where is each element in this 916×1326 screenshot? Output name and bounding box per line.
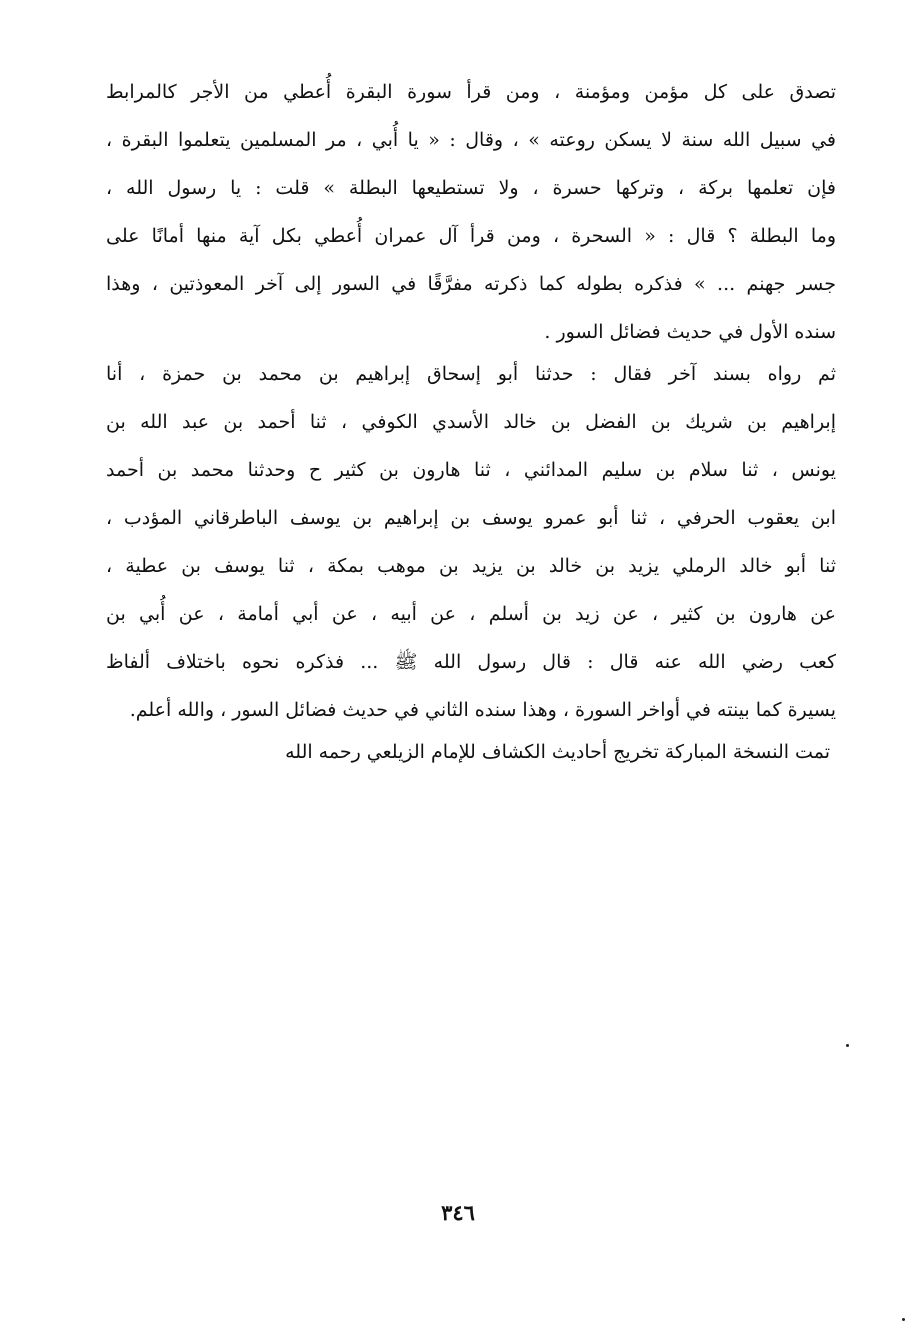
text-line: ابن يعقوب الحرفي ، ثنا أبو عمرو يوسف بن إبراهيم بن يوسف الباطرقاني المؤدب ، xyxy=(106,507,836,529)
text-line: فإن تعلمها بركة ، وتركها حسرة ، ولا تستطيعها البطلة » قلت : يا رسول الله ، xyxy=(106,177,836,199)
paragraph-isnad-chain xyxy=(106,350,836,734)
colophon-closing-line: تمت النسخة المباركة تخريج أحاديث الكشاف للإمام الزيلعي رحمه الله xyxy=(285,741,830,763)
scan-speck xyxy=(846,1044,849,1047)
text-line: جسر جهنم ... » فذكره بطوله كما ذكرته مفرَّقًا في السور إلى آخر المعوذتين ، وهذا xyxy=(106,273,836,295)
text-line: عن هارون بن كثير ، عن زيد بن أسلم ، عن أبيه ، عن أبي أمامة ، عن أُبي بن xyxy=(106,603,836,625)
text-line: ثم رواه بسند آخر فقال : حدثنا أبو إسحاق إبراهيم بن محمد بن حمزة ، أنا xyxy=(106,363,836,385)
paragraph-hadith-text xyxy=(106,68,836,356)
text-line: يسيرة كما بينته في أواخر السورة ، وهذا سنده الثاني في حديث فضائل السور ، والله أعلم. xyxy=(129,699,836,721)
text-line: سنده الأول في حديث فضائل السور . xyxy=(544,321,836,343)
page-number: ٣٤٦ xyxy=(441,1200,475,1225)
text-line: ثنا أبو خالد الرملي يزيد بن خالد بن يزيد بن موهب بمكة ، ثنا يوسف بن عطية ، xyxy=(106,555,836,577)
text-line: في سبيل الله سنة لا يسكن روعته » ، وقال : « يا أُبي ، مر المسلمين يتعلموا البقرة ، xyxy=(106,129,836,151)
text-line: تصدق على كل مؤمن ومؤمنة ، ومن قرأ سورة البقرة أُعطي من الأجر كالمرابط xyxy=(106,81,836,103)
text-line: كعب رضي الله عنه قال : قال رسول الله ﷺ ... فذكره نحوه باختلاف ألفاظ xyxy=(106,651,836,673)
text-line: وما البطلة ؟ قال : « السحرة ، ومن قرأ آل عمران أُعطي بكل آية منها أمانًا على xyxy=(106,225,836,247)
text-line: يونس ، ثنا سلام بن سليم المدائني ، ثنا هارون بن كثير ح وحدثنا محمد بن أحمد xyxy=(106,459,836,481)
text-line: إبراهيم بن شريك بن الفضل بن خالد الأسدي الكوفي ، ثنا أحمد بن عبد الله بن xyxy=(106,411,836,433)
scan-speck xyxy=(902,1318,905,1321)
